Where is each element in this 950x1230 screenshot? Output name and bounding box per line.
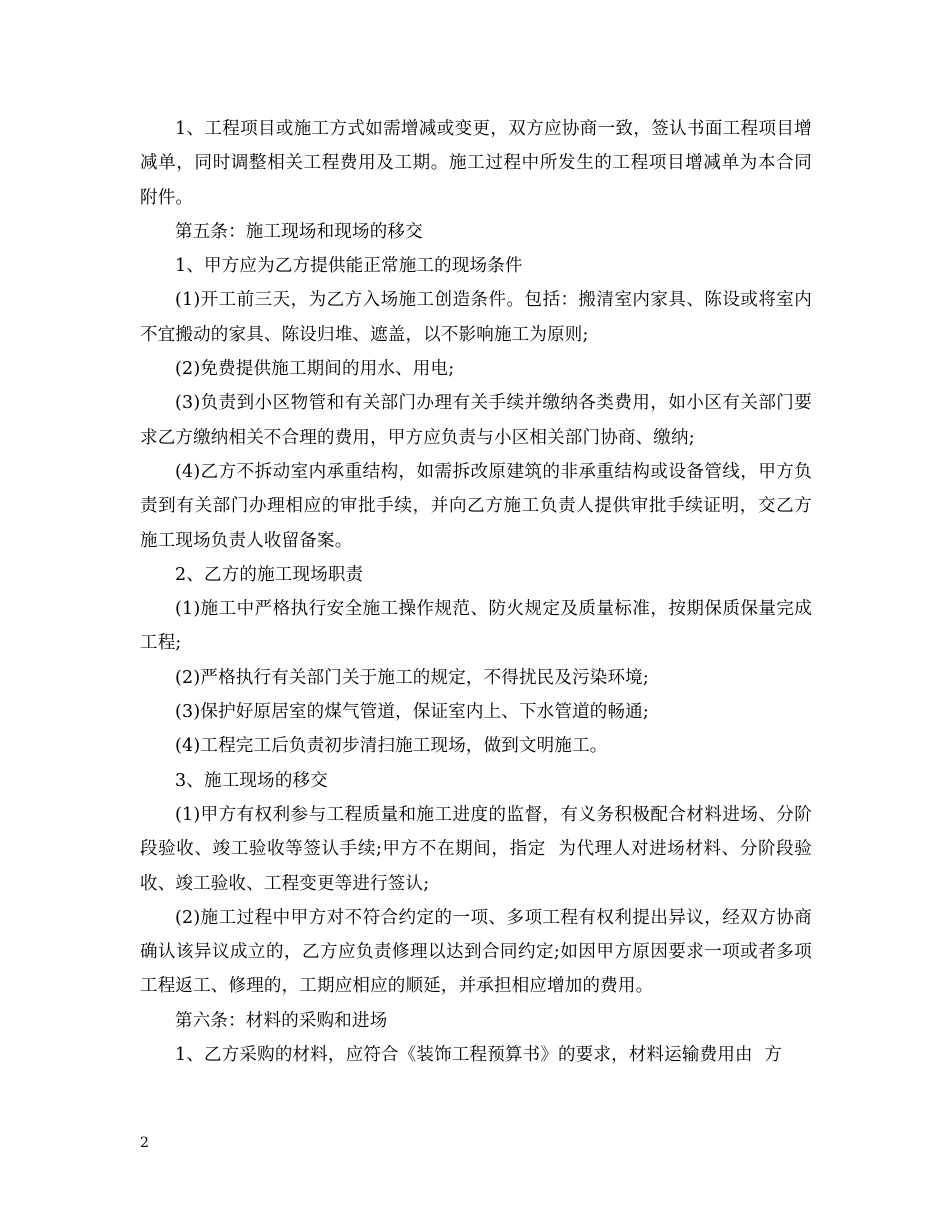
- section-heading-article-6: 第六条：材料的采购和进场: [175, 1010, 388, 1031]
- paragraph-5: (2)免费提供施工期间的用水、用电;: [175, 359, 455, 380]
- paragraph-11: (3)保护好原居室的煤气管道，保证室内上、下水管道的畅通;: [175, 702, 649, 723]
- paragraph-9: (1)施工中严格执行安全施工操作规范、防火规定及质量标准，按期保质保量完成工程;: [140, 599, 812, 654]
- section-heading-article-5: 第五条：施工现场和现场的移交: [175, 221, 423, 242]
- paragraph-8: 2、乙方的施工现场职责: [175, 564, 364, 585]
- document-body: [140, 112, 812, 1072]
- paragraph-15: (2)施工过程中甲方对不符合约定的一项、多项工程有权利提出异议，经双方协商确认该异议成立的，乙方应负责修理以达到合同约定;如因甲方原因要求一项或者多项工程返工、修理的，工期应相应的顺延，并承担相应增加的费用。: [140, 907, 812, 997]
- paragraph-14: (1)甲方有权利参与工程质量和施工进度的监督，有义务积极配合材料进场、分阶段验收、竣工验收等签认手续;甲方不在期间，指定 为代理人对进场材料、分阶段验收、竣工验收、工程变更等进行签认;: [140, 804, 812, 894]
- paragraph-3: 1、甲方应为乙方提供能正常施工的现场条件: [175, 256, 523, 277]
- paragraph-4: (1)开工前三天，为乙方入场施工创造条件。包括：搬清室内家具、陈设或将室内不宜搬动的家具、陈设归堆、遮盖，以不影响施工为原则;: [140, 290, 812, 345]
- page-number: 2: [140, 1135, 149, 1151]
- paragraph-6: (3)负责到小区物管和有关部门办理有关手续并缴纳各类费用，如小区有关部门要求乙方缴纳相关不合理的费用，甲方应负责与小区相关部门协商、缴纳;: [140, 393, 812, 448]
- paragraph-10: (2)严格执行有关部门关于施工的规定，不得扰民及污染环境;: [175, 667, 649, 688]
- paragraph-12: (4)工程完工后负责初步清扫施工现场，做到文明施工。: [175, 736, 608, 757]
- paragraph-1: 1、工程项目或施工方式如需增减或变更，双方应协商一致，签认书面工程项目增减单，同时调整相关工程费用及工期。施工过程中所发生的工程项目增减单为本合同附件。: [140, 119, 812, 208]
- paragraph-13: 3、施工现场的移交: [175, 770, 328, 791]
- paragraph-7: (4)乙方不拆动室内承重结构，如需拆改原建筑的非承重结构或设备管线，甲方负责到有关部门办理相应的审批手续，并向乙方施工负责人提供审批手续证明，交乙方施工现场负责人收留备案。: [140, 461, 812, 551]
- paragraph-17: 1、乙方采购的材料，应符合《装饰工程预算书》的要求，材料运输费用由 方: [175, 1045, 782, 1066]
